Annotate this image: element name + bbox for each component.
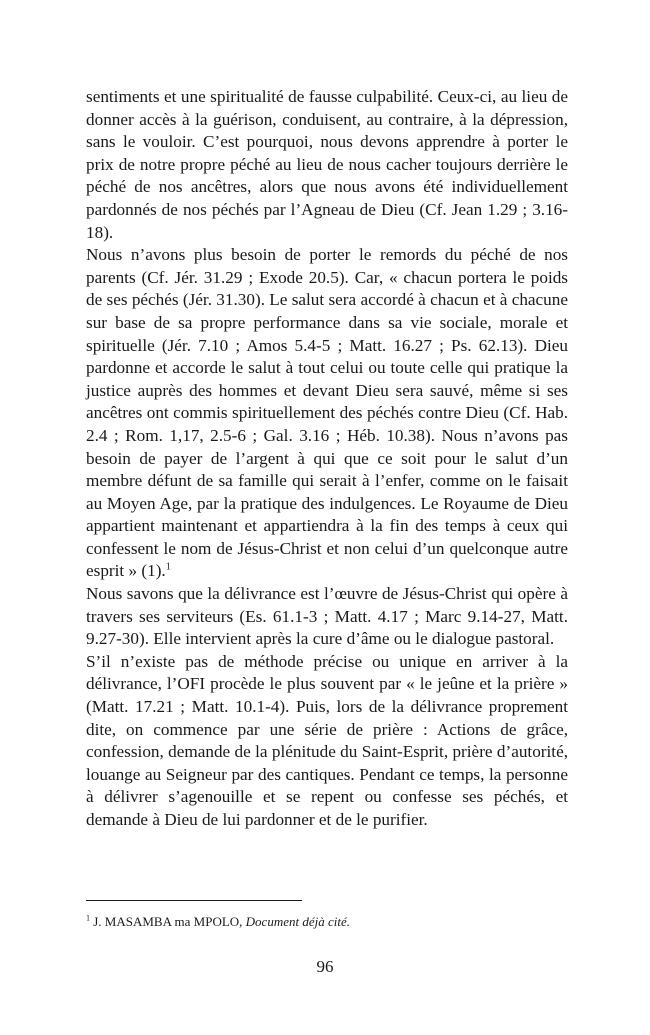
- paragraph-text: Nous n’avons plus besoin de porter le remords du péché de nos parents (Cf. Jér. 31.29 ; Exode 20.5). Car, « chacun portera le poids de ses péchés (Jér. 31.30). Le salut sera accordé à chacun et à chacune sur base de sa propre performance dans sa vie sociale, morale et spirituelle (Jér. 7.10 ; Amos 5.4-5 ; Matt. 16.27 ; Ps. 62.13). Dieu pardonne et accorde le salut à tout celui ou toute celle qui pratique la justice auprès des hommes et devant Dieu sera sauvé, même si ses ancêtres ont commis spirituellement des péchés contre Dieu (Cf. Hab. 2.4 ; Rom. 1,17, 2.5-6 ; Gal. 3.16 ; Héb. 10.38). Nous n’avons pas besoin de payer de l’argent à qui que ce soit pour le salut d’un membre défunt de sa famille qui serait à l’enfer, comme on le faisait au Moyen Age, par la pratique des indulgences. Le Royaume de Dieu appartient maintenant et appartiendra à la fin des temps à ceux qui confessent le nom de Jésus-Christ et non celui d’un quelconque autre esprit » (1).: [86, 245, 568, 581]
- footnote-reference[interactable]: 1: [165, 561, 171, 573]
- footnote-number: 1: [86, 913, 90, 923]
- paragraph: [86, 244, 568, 583]
- paragraph: sentiments et une spiritualité de fausse culpabilité. Ceux-ci, au lieu de donner accès à la guérison, conduisent, au contraire, à la dépression, sans le vouloir. C’est pourquoi, nous devons apprendre à porter le prix de notre propre péché au lieu de nous cacher toujours derrière le péché de nos ancêtres, alors que nous avons été individuellement pardonnés de nos péchés par l’Agneau de Dieu (Cf. Jean 1.29 ; 3.16-18).: [86, 87, 568, 242]
- footnote-title: Document déjà cité.: [245, 914, 350, 929]
- footnote-divider: [86, 900, 302, 901]
- footnote-author: J. MASAMBA ma MPOLO,: [93, 914, 246, 929]
- page-number: 96: [316, 957, 334, 976]
- paragraph: S’il n’existe pas de méthode précise ou unique en arriver à la délivrance, l’OFI procède le plus souvent par « le jeûne et la prière » (Matt. 17.21 ; Matt. 10.1-4). Puis, lors de la délivrance proprement dite, on commence par une série de prière : Actions de grâce, confession, demande de la plénitude du Saint-Esprit, prière d’autorité, louange au Seigneur par des cantiques. Pendant ce temps, la personne à délivrer s’agenouille et se repent ou confesse ses péchés, et demande à Dieu de lui pardonner et de le purifier.: [86, 651, 568, 829]
- page-body: [86, 86, 568, 832]
- footnote: [86, 914, 568, 930]
- paragraph: Nous savons que la délivrance est l’œuvre de Jésus-Christ qui opère à travers ses serviteurs (Es. 61.1-3 ; Matt. 4.17 ; Marc 9.14-27, Matt. 9.27-30). Elle intervient après la cure d’âme ou le dialogue pastoral.: [86, 584, 568, 649]
